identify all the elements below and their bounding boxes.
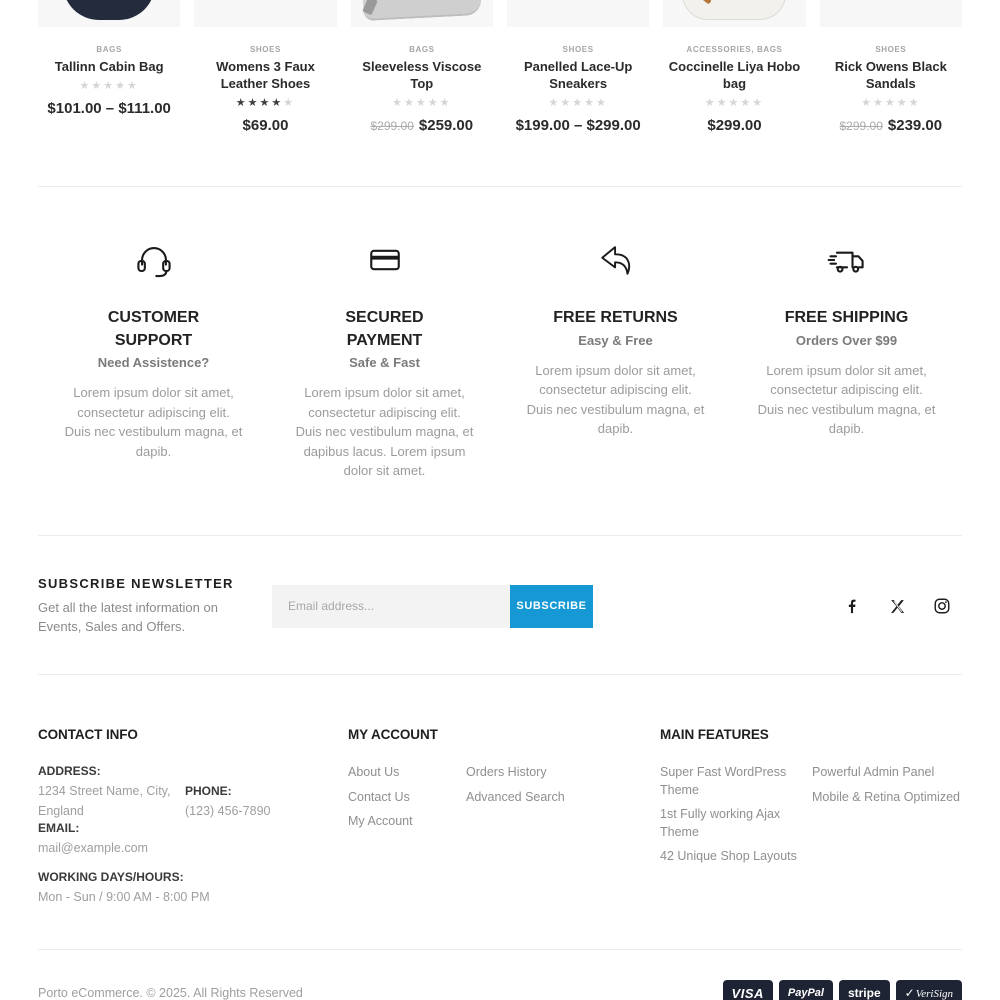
product-name-link[interactable]: Sleeveless Viscose Top bbox=[362, 59, 482, 91]
product-image[interactable] bbox=[194, 0, 336, 27]
feature-subtitle: Orders Over $99 bbox=[795, 332, 898, 348]
address-label: ADDRESS: bbox=[38, 764, 101, 779]
phone-label: PHONE: bbox=[185, 784, 232, 799]
my-account-heading: MY ACCOUNT bbox=[348, 727, 438, 743]
feature-item: Super Fast WordPress Theme bbox=[660, 765, 787, 797]
paypal-badge: PayPal bbox=[779, 980, 833, 1000]
product-price: $101.00 – $111.00 bbox=[47, 99, 171, 117]
email-block bbox=[38, 821, 348, 858]
product-image[interactable] bbox=[507, 0, 649, 27]
facebook-icon[interactable] bbox=[842, 596, 862, 616]
product-image[interactable] bbox=[351, 0, 493, 27]
product-card[interactable] bbox=[663, 0, 805, 134]
feature-subtitle: Easy & Free bbox=[578, 332, 653, 348]
newsletter-subtitle: Get all the latest information on Events, Sales and Offers. bbox=[38, 599, 218, 634]
product-name-link[interactable]: Tallinn Cabin Bag bbox=[54, 59, 164, 74]
product-name-link[interactable]: Panelled Lace-Up Sneakers bbox=[523, 59, 633, 91]
feature-item: 1st Fully working Ajax Theme bbox=[660, 807, 781, 839]
visa-badge: VISA bbox=[723, 980, 773, 1000]
product-category-link[interactable]: ACCESSORIES, BAGS bbox=[686, 45, 783, 54]
product-category-link[interactable]: BAGS bbox=[96, 45, 122, 54]
product-price: $299.00 bbox=[707, 116, 762, 134]
feature-title: FREE SHIPPING bbox=[784, 308, 909, 326]
newsletter-intro bbox=[38, 576, 272, 637]
product-price: $299.00 $259.00 bbox=[370, 116, 474, 134]
subscribe-button[interactable]: SUBSCRIBE bbox=[510, 585, 593, 628]
email-input[interactable] bbox=[272, 585, 510, 628]
account-links-col1 bbox=[348, 764, 466, 837]
product-image[interactable] bbox=[820, 0, 962, 27]
pouch-photo-fragment bbox=[362, 0, 482, 21]
feature-title: SECURED PAYMENT bbox=[345, 308, 424, 349]
email-value[interactable]: mail@example.com bbox=[38, 841, 148, 856]
feature-free-returns bbox=[500, 239, 731, 481]
product-card[interactable] bbox=[194, 0, 336, 134]
footer-account-column bbox=[348, 727, 660, 907]
phone-block bbox=[185, 764, 270, 821]
product-price: $199.00 – $299.00 bbox=[515, 116, 641, 134]
feature-item: Powerful Admin Panel bbox=[812, 765, 935, 780]
footer-link-my-account[interactable]: My Account bbox=[348, 813, 413, 828]
footer-link-about-us[interactable]: About Us bbox=[348, 765, 400, 780]
feature-subtitle: Need Assistence? bbox=[97, 355, 210, 371]
address-block bbox=[38, 764, 185, 821]
copyright-text: Porto eCommerce. © 2025. All Rights Reserved bbox=[38, 986, 303, 1000]
feature-title: CUSTOMER SUPPORT bbox=[107, 308, 200, 349]
product-card[interactable] bbox=[820, 0, 962, 134]
return-arrow-icon bbox=[500, 239, 731, 281]
old-price: $299.00 bbox=[370, 118, 414, 133]
shipping-truck-icon bbox=[731, 239, 962, 281]
related-products-row bbox=[38, 0, 962, 134]
stripe-badge: stripe bbox=[839, 980, 890, 1000]
headset-icon bbox=[38, 239, 269, 281]
hours-value: Mon - Sun / 9:00 AM - 8:00 PM bbox=[38, 890, 210, 905]
main-features-heading: MAIN FEATURES bbox=[660, 727, 769, 743]
product-category-link[interactable]: SHOES bbox=[875, 45, 907, 54]
product-image[interactable] bbox=[38, 0, 180, 27]
x-icon[interactable] bbox=[887, 596, 907, 616]
newsletter-section bbox=[38, 536, 962, 675]
payment-methods bbox=[723, 980, 962, 1000]
feature-secured-payment bbox=[269, 239, 500, 481]
feature-subtitle: Safe & Fast bbox=[349, 355, 420, 371]
star-rating: ★★★★★ bbox=[392, 96, 452, 109]
star-rating: ★★★★★ bbox=[704, 96, 765, 109]
email-label: EMAIL: bbox=[38, 821, 80, 836]
feature-text: Lorem ipsum dolor sit amet, consectetur adipiscing elit. Duis nec vestibulum magna, et dapib. bbox=[757, 362, 936, 436]
feature-text: Lorem ipsum dolor sit amet, consectetur adipiscing elit. Duis nec vestibulum magna, et dapib. bbox=[64, 385, 243, 459]
social-links bbox=[842, 596, 952, 616]
product-card[interactable] bbox=[38, 0, 180, 134]
feature-title: FREE RETURNS bbox=[553, 308, 678, 326]
footer-features-column bbox=[660, 727, 992, 907]
star-rating: ★★★★★ bbox=[79, 79, 139, 92]
footer-contact-column bbox=[38, 727, 348, 907]
hobo-bag-photo-fragment bbox=[682, 0, 786, 20]
feature-item: Mobile & Retina Optimized bbox=[812, 789, 960, 804]
store-features-row bbox=[38, 187, 962, 481]
product-image[interactable] bbox=[663, 0, 805, 27]
credit-card-icon bbox=[269, 239, 500, 281]
footer bbox=[38, 675, 962, 907]
phone-value: (123) 456-7890 bbox=[185, 804, 271, 819]
feature-text: Lorem ipsum dolor sit amet, consectetur adipiscing elit. Duis nec vestibulum magna, et dapibus lacus. Lorem ipsum dolor sit amet. bbox=[295, 385, 474, 479]
features-list-col2 bbox=[812, 764, 992, 873]
bottom-bar bbox=[38, 950, 962, 1000]
product-category-link[interactable]: SHOES bbox=[562, 45, 594, 54]
star-rating: ★★★★★ bbox=[861, 96, 921, 109]
feature-item: 42 Unique Shop Layouts bbox=[660, 849, 797, 864]
features-list-col1 bbox=[660, 764, 812, 873]
product-price: $299.00 $239.00 bbox=[839, 116, 943, 134]
account-links-col2 bbox=[466, 764, 565, 837]
footer-link-contact-us[interactable]: Contact Us bbox=[348, 789, 410, 804]
newsletter-form bbox=[272, 585, 593, 628]
address-value: 1234 Street Name, City, England bbox=[38, 784, 171, 819]
star-rating: ★★★★★ bbox=[548, 96, 608, 109]
feature-customer-support bbox=[38, 239, 269, 481]
product-name-link[interactable]: Womens 3 Faux Leather Shoes bbox=[216, 59, 315, 91]
product-card[interactable] bbox=[507, 0, 649, 134]
product-price: $69.00 bbox=[242, 116, 289, 134]
product-category-link[interactable]: SHOES bbox=[249, 45, 281, 54]
instagram-icon[interactable] bbox=[932, 596, 952, 616]
bag-photo-fragment bbox=[63, 0, 155, 20]
product-name-link[interactable]: Rick Owens Black Sandals bbox=[834, 59, 947, 91]
old-price: $299.00 bbox=[839, 118, 883, 133]
product-card[interactable] bbox=[351, 0, 493, 134]
feature-text: Lorem ipsum dolor sit amet, consectetur adipiscing elit. Duis nec vestibulum magna, et dapib. bbox=[526, 362, 705, 436]
footer-link-advanced-search[interactable]: Advanced Search bbox=[466, 789, 565, 804]
footer-link-orders-history[interactable]: Orders History bbox=[466, 765, 547, 780]
product-category-link[interactable]: BAGS bbox=[409, 45, 435, 54]
feature-free-shipping bbox=[731, 239, 962, 481]
star-rating: ★★★★★ bbox=[235, 96, 296, 109]
product-name-link[interactable]: Coccinelle Liya Hobo bag bbox=[668, 59, 801, 91]
newsletter-title: SUBSCRIBE NEWSLETTER bbox=[38, 575, 234, 591]
working-hours-block bbox=[38, 870, 348, 907]
hours-label: WORKING DAYS/HOURS: bbox=[38, 870, 184, 885]
contact-info-heading: CONTACT INFO bbox=[38, 727, 138, 743]
verisign-badge: ✓ VeriSign bbox=[896, 980, 962, 1000]
